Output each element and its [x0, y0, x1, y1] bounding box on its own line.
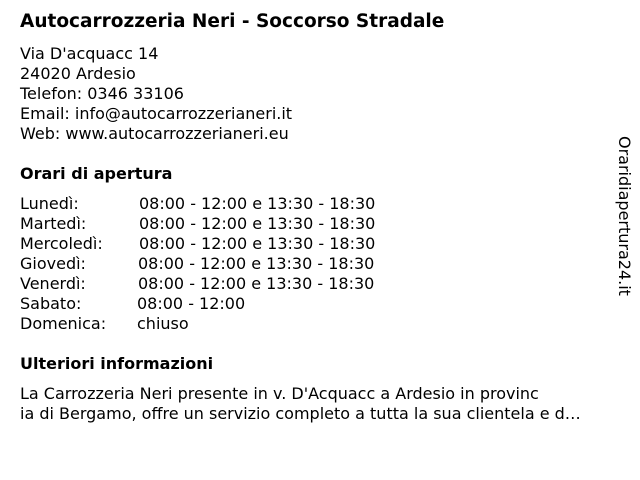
time-value: 08:00 - 12:00 e 13:30 - 18:30: [138, 254, 375, 273]
time-value: 08:00 - 12:00 e 13:30 - 18:30: [139, 214, 376, 233]
time-value: 08:00 - 12:00 e 13:30 - 18:30: [139, 234, 376, 253]
day-label: Domenica:: [20, 314, 107, 333]
phone-line[interactable]: Telefon: 0346 33106: [20, 84, 184, 103]
day-label: Sabato:: [20, 294, 82, 313]
hours-heading: Orari di apertura: [20, 164, 173, 183]
day-label: Martedì:: [20, 214, 87, 233]
day-label: Giovedì:: [20, 254, 86, 273]
description-line: ia di Bergamo, offre un servizio completo a tutta la sua clientela e d…: [20, 404, 581, 423]
city-line: 24020 Ardesio: [20, 64, 136, 83]
time-value: chiuso: [137, 314, 189, 333]
extra-info-heading: Ulteriori informazioni: [20, 354, 214, 373]
web-line[interactable]: Web: www.autocarrozzerianeri.eu: [20, 124, 289, 143]
email-line[interactable]: Email: info@autocarrozzerianeri.it: [20, 104, 293, 123]
address-line: Via D'acquacc 14: [20, 44, 159, 63]
day-label: Mercoledì:: [20, 234, 103, 253]
day-label: Lunedì:: [20, 194, 79, 213]
day-label: Venerdì:: [20, 274, 86, 293]
site-watermark-text: Oraridiapertura24.it: [615, 136, 634, 296]
description-text: [20, 384, 635, 424]
business-title: Autocarrozzeria Neri - Soccorso Stradale: [20, 11, 445, 32]
time-value: 08:00 - 12:00 e 13:30 - 18:30: [139, 194, 376, 213]
description-line: La Carrozzeria Neri presente in v. D'Acquacc a Ardesio in provinc: [20, 384, 539, 403]
site-watermark: [612, 136, 636, 312]
time-value: 08:00 - 12:00: [137, 294, 246, 313]
time-value: 08:00 - 12:00 e 13:30 - 18:30: [138, 274, 375, 293]
contact-block: [20, 44, 292, 144]
